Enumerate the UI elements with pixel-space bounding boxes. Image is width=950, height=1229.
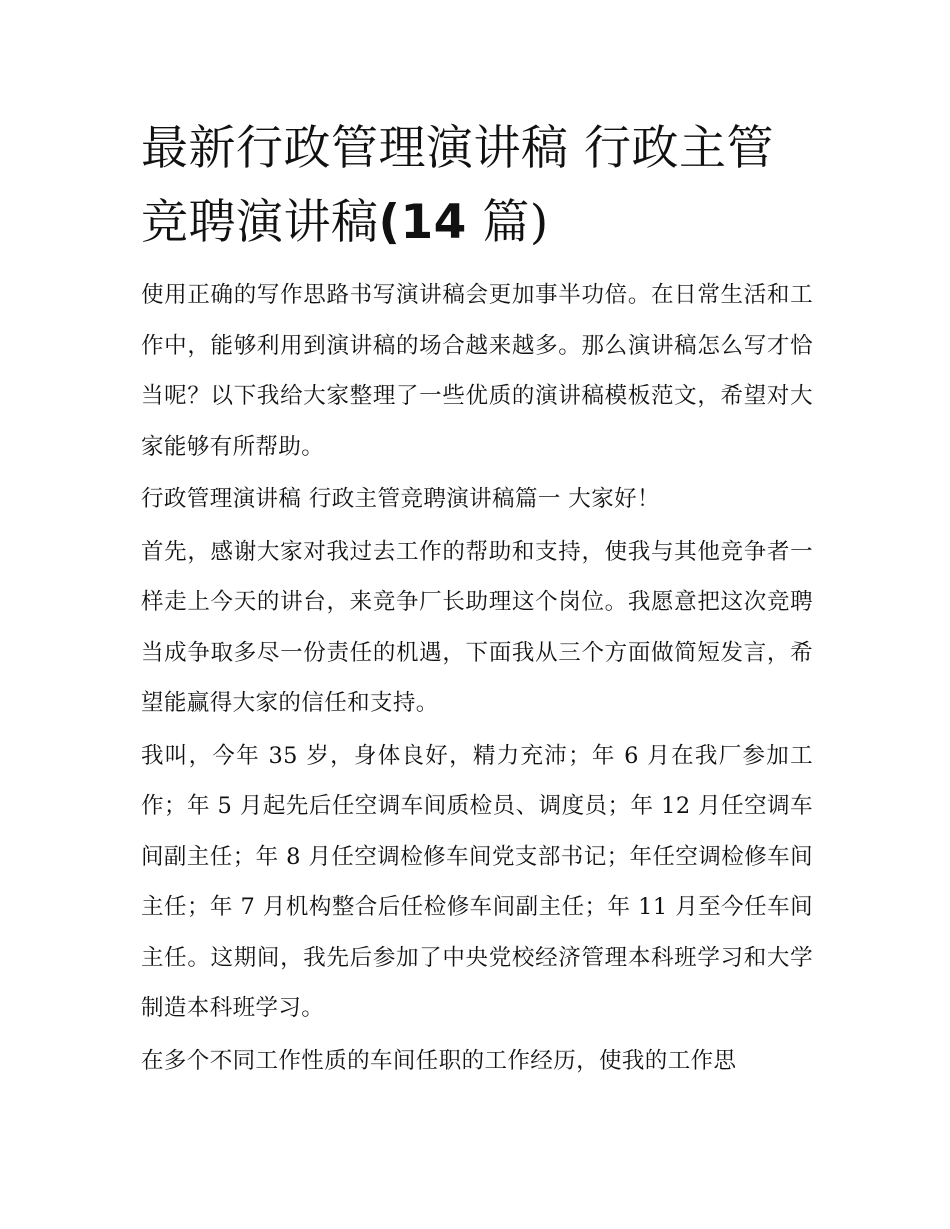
body-paragraph: 在多个不同工作性质的车间任职的工作经历，使我的工作思 — [141, 1047, 737, 1074]
document-title — [141, 112, 813, 260]
title-main: 最新行政管理演讲稿 行政主管竞聘演讲稿 — [141, 121, 774, 250]
section-heading: 行政管理演讲稿 行政主管竞聘演讲稿篇一 大家好！ — [141, 486, 660, 512]
body-paragraph: 首先，感谢大家对我过去工作的帮助和支持，使我与其他竞争者一样走上今天的讲台，来竞争厂长助理这个岗位。我愿意把这次竞聘当成争取多尽一份责任的机遇，下面我从三个方面做简短发言，希望能赢得大家的信任和支持。 — [141, 538, 813, 716]
document-page — [141, 112, 813, 1088]
title-count: (14 — [378, 195, 467, 250]
body-paragraph: 我叫，今年 35 岁，身体良好，精力充沛；年 6 月在我厂参加工作；年 5 月起先后任空调车间质检员、调度员；年 12 月任空调车间副主任；年 8 月任空调检修车间党支部书记；年任空调检修车间主任；年 7 月机构整合后任检修车间副主任；年 11 月至今任车间主任。这期间，我先后参加了中央党校经济管理本科班学习和大学制造本科班学习。 — [141, 742, 813, 1021]
title-unit: 篇) — [466, 195, 549, 250]
intro-paragraph: 使用正确的写作思路书写演讲稿会更加事半功倍。在日常生活和工作中，能够利用到演讲稿的场合越来越多。那么演讲稿怎么写才恰当呢？以下我给大家整理了一些优质的演讲稿模板范文，希望对大家能够有所帮助。 — [141, 282, 813, 460]
